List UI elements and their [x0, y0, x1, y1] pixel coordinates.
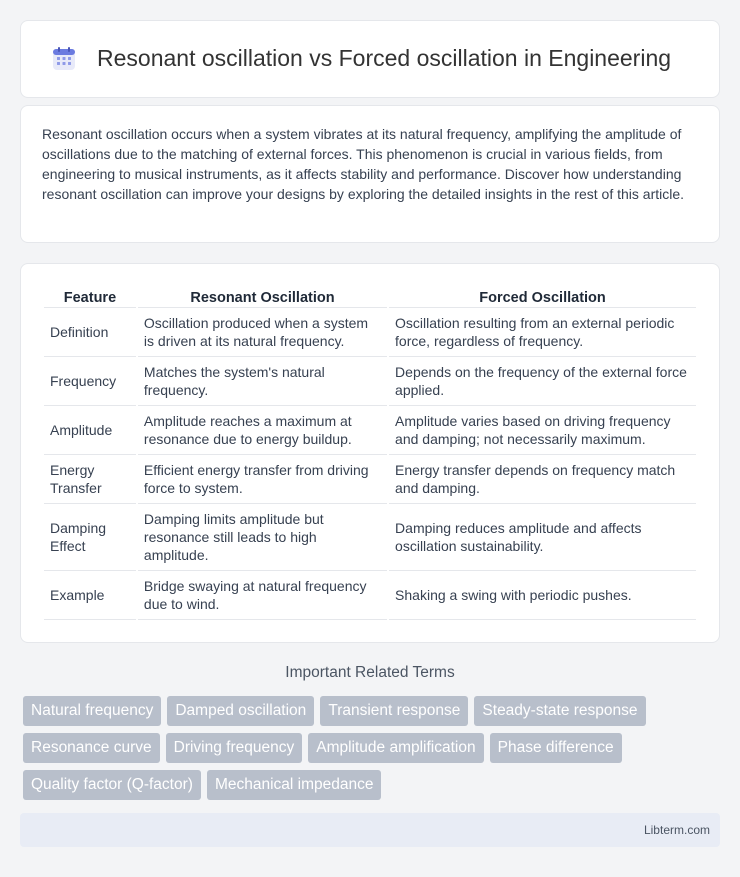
page-header: [20, 20, 720, 98]
table-row: [44, 357, 696, 406]
row-forced: Shaking a swing with periodic pushes.: [389, 571, 696, 620]
table-row: [44, 455, 696, 504]
tag-mechanical-impedance[interactable]: Mechanical impedance: [207, 770, 382, 800]
footer-site-link[interactable]: Libterm.com: [643, 823, 710, 837]
table-row: [44, 308, 696, 357]
row-feature: Amplitude: [44, 406, 136, 455]
row-resonant: Bridge swaying at natural frequency due to wind.: [138, 571, 387, 620]
related-terms-title: Important Related Terms: [285, 664, 455, 681]
tag-row: [23, 770, 723, 800]
page-title: Resonant oscillation vs Forced oscillation in Engineering: [97, 45, 672, 71]
intro-text: Resonant oscillation occurs when a system vibrates at its natural frequency, amplifying the amplitude of oscillations due to the matching of external forces. This phenomenon is crucial in various fields, from engineering to musical instruments, as it affects stability and performance. Discover how understanding resonant oscillation can improve your designs by exploring the detailed insights in the rest of this article.: [42, 126, 685, 202]
row-resonant: Damping limits amplitude but resonance still leads to high amplitude.: [138, 504, 387, 571]
tag-amplitude-amplification[interactable]: Amplitude amplification: [308, 733, 483, 763]
table-row: [44, 504, 696, 571]
row-forced: Amplitude varies based on driving frequency and damping; not necessarily maximum.: [389, 406, 696, 455]
related-terms-tags: [23, 696, 723, 807]
tag-driving-frequency[interactable]: Driving frequency: [166, 733, 303, 763]
tag-natural-frequency[interactable]: Natural frequency: [23, 696, 161, 726]
calendar-grid-icon: [51, 46, 77, 72]
tag-transient-response[interactable]: Transient response: [320, 696, 468, 726]
tag-steady-state-response[interactable]: Steady-state response: [474, 696, 645, 726]
table-row: [44, 406, 696, 455]
row-resonant: Oscillation produced when a system is driven at its natural frequency.: [138, 308, 387, 357]
tag-row: [23, 733, 723, 763]
tag-row: [23, 696, 723, 726]
tag-phase-difference[interactable]: Phase difference: [490, 733, 622, 763]
comparison-card: [20, 263, 720, 643]
tag-damped-oscillation[interactable]: Damped oscillation: [167, 696, 314, 726]
row-feature: Definition: [44, 308, 136, 357]
comparison-table: [42, 284, 698, 620]
row-forced: Depends on the frequency of the external force applied.: [389, 357, 696, 406]
header-feature: Feature: [44, 284, 136, 308]
tag-resonance-curve[interactable]: Resonance curve: [23, 733, 160, 763]
row-feature: Example: [44, 571, 136, 620]
row-feature: Energy Transfer: [44, 455, 136, 504]
row-feature: Frequency: [44, 357, 136, 406]
tag-quality-factor[interactable]: Quality factor (Q-factor): [23, 770, 201, 800]
footer: [20, 813, 720, 847]
table-row: [44, 571, 696, 620]
header-resonant: Resonant Oscillation: [138, 284, 387, 308]
header-forced: Forced Oscillation: [389, 284, 696, 308]
row-resonant: Efficient energy transfer from driving force to system.: [138, 455, 387, 504]
row-forced: Damping reduces amplitude and affects oscillation sustainability.: [389, 504, 696, 571]
row-resonant: Amplitude reaches a maximum at resonance due to energy buildup.: [138, 406, 387, 455]
row-forced: Energy transfer depends on frequency match and damping.: [389, 455, 696, 504]
table-header-row: [44, 284, 696, 308]
row-forced: Oscillation resulting from an external periodic force, regardless of frequency.: [389, 308, 696, 357]
row-resonant: Matches the system's natural frequency.: [138, 357, 387, 406]
intro-card: [20, 105, 720, 243]
row-feature: Damping Effect: [44, 504, 136, 571]
